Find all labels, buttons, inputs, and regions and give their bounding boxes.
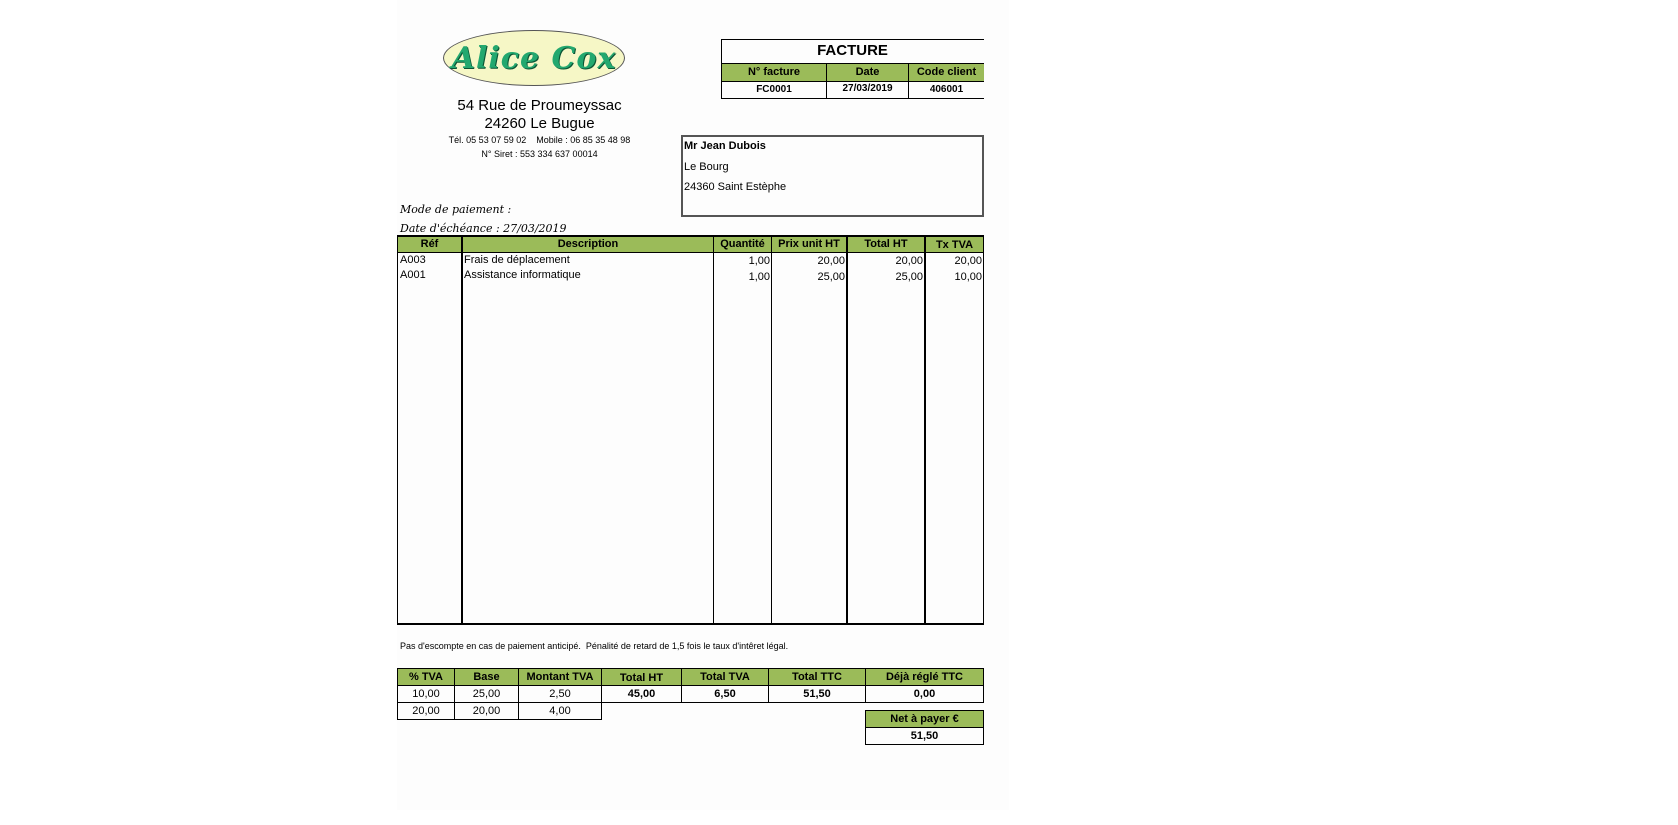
- payment-mode: Mode de paiement :: [400, 203, 512, 216]
- client-code: 406001: [929, 84, 964, 95]
- line-1-unit: 20,00: [817, 255, 845, 267]
- logo-text: Alice Cox: [451, 40, 617, 76]
- line-2-qty: 1,00: [748, 271, 770, 283]
- line-1-desc: Frais de déplacement: [464, 254, 570, 266]
- col-client-code: Code client: [916, 66, 977, 78]
- col-invoice-number: N° facture: [747, 66, 801, 78]
- line-2-desc: Assistance informatique: [464, 269, 581, 281]
- vat-row-2-rate: 20,00: [412, 705, 440, 717]
- invoice-date: 27/03/2019: [842, 83, 893, 94]
- invoice-title: FACTURE: [817, 42, 888, 59]
- company-phones: Tél. 05 53 07 59 02 Mobile : 06 85 35 48 98: [448, 135, 631, 145]
- line-1-vat: 20,00: [954, 255, 982, 267]
- company-street: 54 Rue de Proumeyssac: [457, 97, 622, 114]
- vat-row-2-amount: 4,00: [549, 705, 571, 717]
- sum-total-ttc: 51,50: [803, 688, 831, 700]
- col-already-paid: Déjà réglé TTC: [885, 671, 964, 683]
- col-sum-total-tva: Total TVA: [700, 671, 750, 683]
- invoice-number: FC0001: [756, 84, 792, 95]
- customer-address1: Le Bourg: [684, 161, 729, 173]
- vat-row-1-base: 25,00: [472, 688, 501, 700]
- line-2-ref: A001: [400, 269, 426, 281]
- net-to-pay-value: 51,50: [910, 730, 939, 742]
- col-vat-rate: Tx TVA: [935, 239, 974, 251]
- payment-note: Pas d'escompte en cas de paiement anticipé. Pénalité de retard de 1,5 fois le taux d'intêret légal.: [400, 641, 789, 651]
- col-quantity: Quantité: [720, 238, 765, 250]
- vat-row-2-base: 20,00: [472, 705, 501, 717]
- due-date: Date d'échéance : 27/03/2019: [400, 222, 567, 235]
- vat-row-1-rate: 10,00: [412, 688, 440, 700]
- col-sum-total-ttc: Total TTC: [792, 671, 842, 683]
- col-sum-total-ht: Total HT: [619, 672, 664, 684]
- line-1-ref: A003: [400, 254, 426, 266]
- col-invoice-date: Date: [855, 66, 880, 78]
- net-to-pay-label: Net à payer €: [890, 713, 959, 725]
- company-city: 24260 Le Bugue: [484, 115, 595, 132]
- company-siret: N° Siret : 553 334 637 00014: [481, 149, 598, 159]
- line-1-total: 20,00: [895, 255, 923, 267]
- col-total-ht: Total HT: [864, 238, 908, 250]
- line-2-total: 25,00: [895, 271, 923, 283]
- sum-total-ht: 45,00: [627, 688, 656, 700]
- vat-row-1-amount: 2,50: [549, 688, 571, 700]
- col-ref: Réf: [420, 238, 439, 250]
- sum-total-tva: 6,50: [714, 688, 736, 700]
- line-1-qty: 1,00: [748, 255, 770, 267]
- col-description: Description: [557, 238, 619, 250]
- customer-address2: 24360 Saint Estèphe: [684, 181, 787, 193]
- line-2-unit: 25,00: [817, 271, 845, 283]
- col-vat-percent: % TVA: [408, 671, 444, 683]
- col-unit-price: Prix unit HT: [778, 238, 840, 250]
- col-vat-amount: Montant TVA: [526, 671, 594, 683]
- col-vat-base: Base: [473, 671, 500, 683]
- line-2-vat: 10,00: [954, 271, 982, 283]
- already-paid: 0,00: [913, 688, 936, 700]
- company-logo: [443, 30, 625, 86]
- customer-name: Mr Jean Dubois: [684, 140, 766, 152]
